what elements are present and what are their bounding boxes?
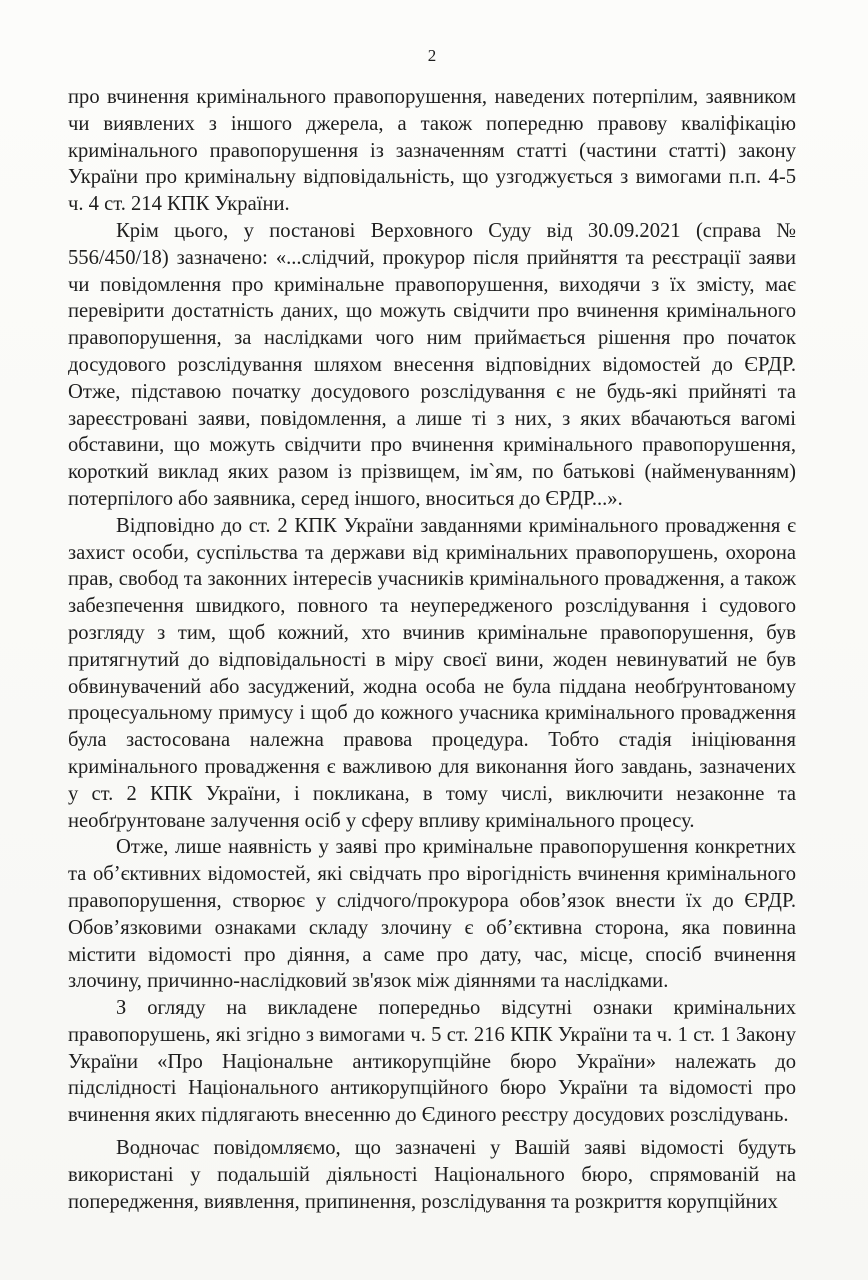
paragraph-5: З огляду на викладене попередньо відсутні ознаки кримінальних правопорушень, які згідно з вимогами ч. 5 ст. 216 КПК України та ч. 1 ст. 1 Закону України «Про Національне антикорупційне бюро України» належать до підслідності Національного антикорупційного бюро України та відомості про вчинення яких підлягають внесенню до Єдиного реєстру досудових розслідувань. [68, 997, 796, 1127]
paragraph-1: про вчинення кримінального правопорушення, наведених потерпілим, заявником чи виявлених з іншого джерела, а також попередню правову кваліфікацію кримінального правопорушення із зазначенням статті (частини статті) закону України про кримінальну відповідальність, що узгоджується з вимогами п.п. 4-5 ч. 4 ст. 214 КПК України. [68, 86, 796, 216]
page-number: 2 [427, 46, 437, 65]
paragraph-6: Водночас повідомляємо, що зазначені у Вашій заяві відомості будуть використані у подальшій діяльності Національного бюро, спрямованій на попередження, виявлення, припинення, розслідування та розкриття корупційних [68, 1137, 796, 1213]
paragraph-2: Крім цього, у постанові Верховного Суду від 30.09.2021 (справа № 556/450/18) зазначено: «...слідчий, прокурор після прийняття та реєстрації заяви чи повідомлення про кримінальне правопорушення, виходячи з їх змісту, має перевірити достатність даних, що можуть свідчити про вчинення кримінального правопорушення, за наслідками чого ним приймається рішення про початок досудового розслідування шляхом внесення відповідних відомостей до ЄРДР. Отже, підставою початку досудового розслідування є не будь-які прийняті та зареєстровані заяви, повідомлення, а лише ті з них, з яких вбачаються вагомі обставини, що можуть свідчити про вчинення кримінального правопорушення, короткий виклад яких разом із прізвищем, ім`ям, по батькові (найменуванням) потерпілого або заявника, серед іншого, вноситься до ЄРДР...». [68, 219, 796, 510]
paragraph-4: Отже, лише наявність у заяві про кримінальне правопорушення конкретних та об’єктивних відомостей, які свідчать про вірогідність вчинення кримінального правопорушення, створює у слідчого/прокурора обов’язок внести їх до ЄРДР. Обов’язковими ознаками складу злочину є об’єктивна сторона, яка повинна містити відомості про діяння, а саме про дату, час, місце, спосіб вчинення злочину, причинно-наслідковий зв'язок між діяннями та наслідками. [68, 836, 796, 993]
paragraph-3: Відповідно до ст. 2 КПК України завданнями кримінального провадження є захист особи, суспільства та держави від кримінальних правопорушень, охорона прав, свобод та законних інтересів учасників кримінального провадження, а також забезпечення швидкого, повного та неупередженого розслідування і судового розгляду з тим, щоб кожний, хто вчинив кримінальне правопорушення, був притягнутий до відповідальності в міру своєї вини, жоден невинуватий не був обвинувачений або засуджений, жодна особа не була піддана необґрунтованому процесуальному примусу і щоб до кожного учасника кримінального провадження була застосована належна правова процедура. Тобто стадія ініціювання кримінального провадження є важливою для виконання його завдань, зазначених у ст. 2 КПК України, і покликана, в тому числі, виключити незаконне та необґрунтоване залучення осіб у сферу впливу кримінального процесу. [68, 514, 796, 832]
